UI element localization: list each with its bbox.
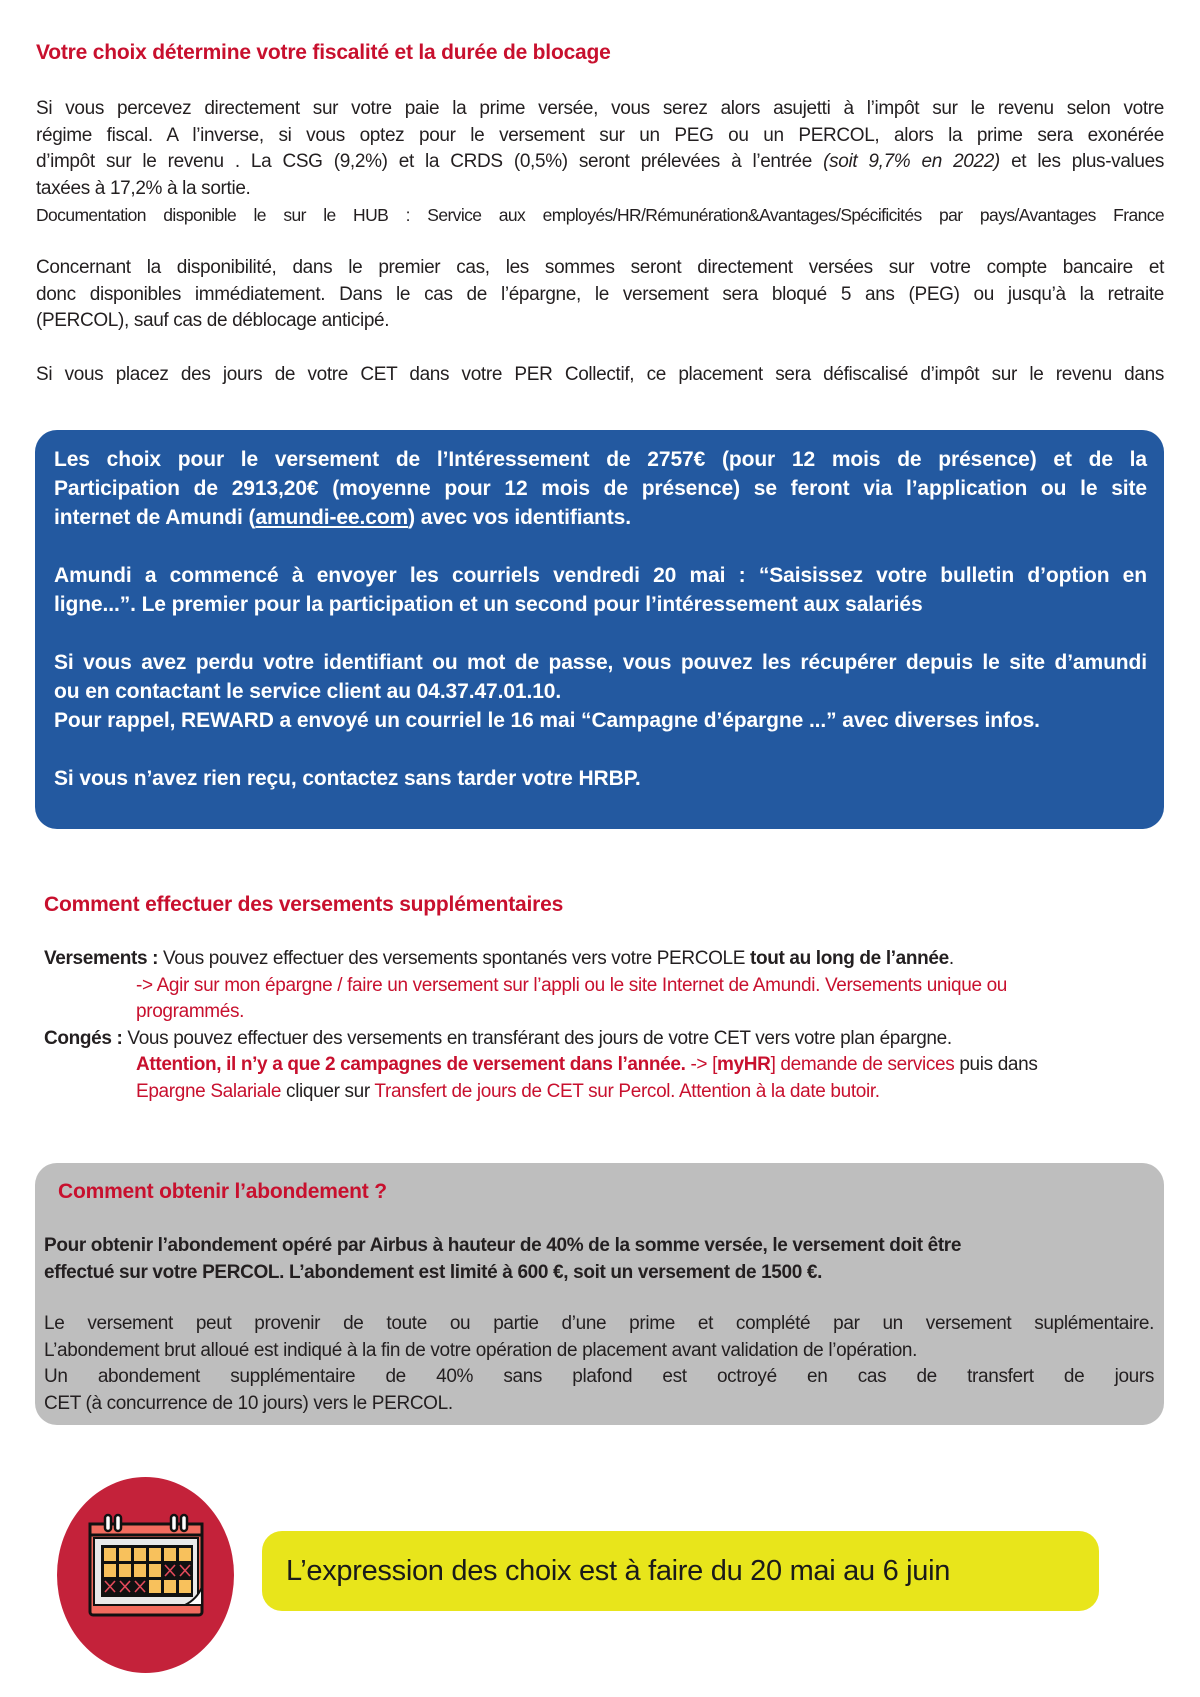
abondement-details <box>44 1311 1154 1417</box>
calendar-badge <box>57 1477 234 1673</box>
amundi-link[interactable]: amundi-ee.com <box>255 506 409 529</box>
text-line: Le versement peut provenir de toute ou partie d’une prime et complété par un versement suplémentaire. <box>44 1313 1154 1334</box>
text-span: Epargne Salariale <box>136 1080 282 1102</box>
versements-label: Versements : <box>44 948 164 969</box>
text-line: Concernant la disponibilité, dans le premier cas, les sommes seront directement versées sur votre compte bancaire et <box>36 257 1164 278</box>
text-line: Pour obtenir l’abondement opéré par Airbus à hauteur de 40% de la somme versée, le versement doit être <box>44 1235 962 1256</box>
text-line: Participation de 2913,20€ (moyenne pour 12 mois de présence) se feront via l’application ou le site <box>54 477 1147 500</box>
text-line: (PERCOL), sauf cas de déblocage anticipé. <box>36 310 390 331</box>
text-span: tout au long de l’année <box>750 948 949 969</box>
text-line: ou en contactant le service client au 04.37.47.01.10. <box>54 680 562 703</box>
documentation-path: Documentation disponible le sur le HUB : Service aux employés/HR/Rémunération&Avantages/Spécificités par pays/Avantages France <box>36 205 1164 225</box>
text-line: Si vous percevez directement sur votre paie la prime versée, vous serez alors asujetti à l’impôt sur le revenu selon votre <box>36 98 1164 119</box>
conges-label: Congés : <box>44 1027 128 1049</box>
text-span: Transfert de jours de CET sur Percol. Attention à la date butoir. <box>374 1080 880 1102</box>
text-line: Si vous avez perdu votre identifiant ou mot de passe, vous pouvez les récupérer depuis le site d’amundi <box>54 651 1147 674</box>
versements-action <box>44 973 1174 1026</box>
text-line <box>136 1079 1174 1106</box>
abondement-conditions <box>44 1233 1154 1286</box>
text-line: régime fiscal. A l’inverse, si vous optez pour le versement sur un PEG ou un PERCOL, alors la prime sera exonérée <box>36 124 1164 146</box>
italic-note: (soit 9,7% en 2022) <box>823 151 1000 172</box>
amundi-paragraph-2 <box>54 561 1147 619</box>
text-line: Pour rappel, REWARD a envoyé un courriel le 16 mai “Campagne d’épargne ...” avec diverses infos. <box>54 709 1040 732</box>
amundi-paragraph-1 <box>54 445 1147 532</box>
text-line: Un abondement supplémentaire de 40% sans plafond est octroyé en cas de transfert de jours <box>44 1366 1154 1387</box>
section-title-fiscalite: Votre choix détermine votre fiscalité et la durée de blocage <box>36 41 611 64</box>
conges-instructions <box>44 1052 1174 1105</box>
attention-note: Attention, il n’y a que 2 campagnes de versement dans l’année. <box>136 1054 686 1075</box>
text-line: Les choix pour le versement de l’Intéressement de 2757€ (pour 12 mois de présence) et de la <box>54 448 1147 471</box>
versements-line <box>44 946 1174 973</box>
text-span: ) avec vos identifiants. <box>408 506 631 529</box>
myhr-label: myHR <box>717 1054 771 1075</box>
text-line: effectué sur votre PERCOL. L’abondement est limité à 600 €, soit un versement de 1500 €. <box>44 1261 823 1283</box>
text-line <box>36 149 1164 176</box>
text-line <box>54 503 1147 532</box>
text-span: et les plus-values <box>999 151 1165 172</box>
text-line: programmés. <box>136 1001 245 1022</box>
section-title-versements: Comment effectuer des versements supplémentaires <box>44 893 564 916</box>
text-span: . <box>948 948 954 969</box>
text-span: -> [ <box>685 1054 718 1075</box>
amundi-info-box <box>35 430 1164 829</box>
text-line: L’abondement brut alloué est indiqué à la fin de votre opération de placement avant validation de l’opération. <box>44 1339 918 1361</box>
text-span: cliquer sur <box>281 1080 375 1102</box>
amundi-paragraph-4: Si vous n’avez rien reçu, contactez sans tarder votre HRBP. <box>54 767 641 790</box>
section-title-abondement: Comment obtenir l’abondement ? <box>58 1180 387 1203</box>
text-span: Vous pouvez effectuer des versements en transférant des jours de votre CET vers votre plan épargne. <box>127 1027 952 1049</box>
text-line: Amundi a commencé à envoyer les courriels vendredi 20 mai : “Saisissez votre bulletin d’option en <box>54 564 1147 587</box>
text-span: d’impôt sur le revenu . La CSG (9,2%) et la CRDS (0,5%) seront prélevées à l’entrée <box>36 151 824 172</box>
abondement-box <box>35 1163 1164 1425</box>
text-span: internet de Amundi ( <box>54 506 256 529</box>
fiscalite-paragraph <box>36 96 1164 202</box>
versements-block <box>44 946 1174 1105</box>
deadline-text: L’expression des choix est à faire du 20 mai au 6 juin <box>286 1554 951 1587</box>
disponibilite-paragraph <box>36 255 1164 335</box>
text-line: taxées à 17,2% à la sortie. <box>36 177 251 199</box>
text-line <box>136 1052 1174 1079</box>
deadline-banner <box>262 1531 1099 1611</box>
conges-line <box>44 1026 1174 1053</box>
text-span: demande de services <box>775 1054 955 1075</box>
text-span: Vous pouvez effectuer des versements spontanés vers votre PERCOLE <box>163 948 750 969</box>
text-line: -> Agir sur mon épargne / faire un versement sur l’appli ou le site Internet de Amundi. Versements unique ou <box>136 974 1008 996</box>
text-span: puis dans <box>954 1054 1038 1075</box>
text-line: CET (à concurrence de 10 jours) vers le PERCOL. <box>44 1392 453 1414</box>
text-span: ] <box>770 1054 776 1075</box>
calendar-icon <box>57 1477 234 1673</box>
text-line: donc disponibles immédiatement. Dans le cas de l’épargne, le versement sera bloqué 5 ans (PEG) ou jusqu’à la retraite <box>36 283 1164 305</box>
text-line: ligne...”. Le premier pour la participation et un second pour l’intéressement aux salariés <box>54 593 923 616</box>
amundi-paragraph-3 <box>54 648 1147 735</box>
cet-paragraph: Si vous placez des jours de votre CET dans votre PER Collectif, ce placement sera défiscalisé d’impôt sur le revenu dans <box>36 364 1164 385</box>
